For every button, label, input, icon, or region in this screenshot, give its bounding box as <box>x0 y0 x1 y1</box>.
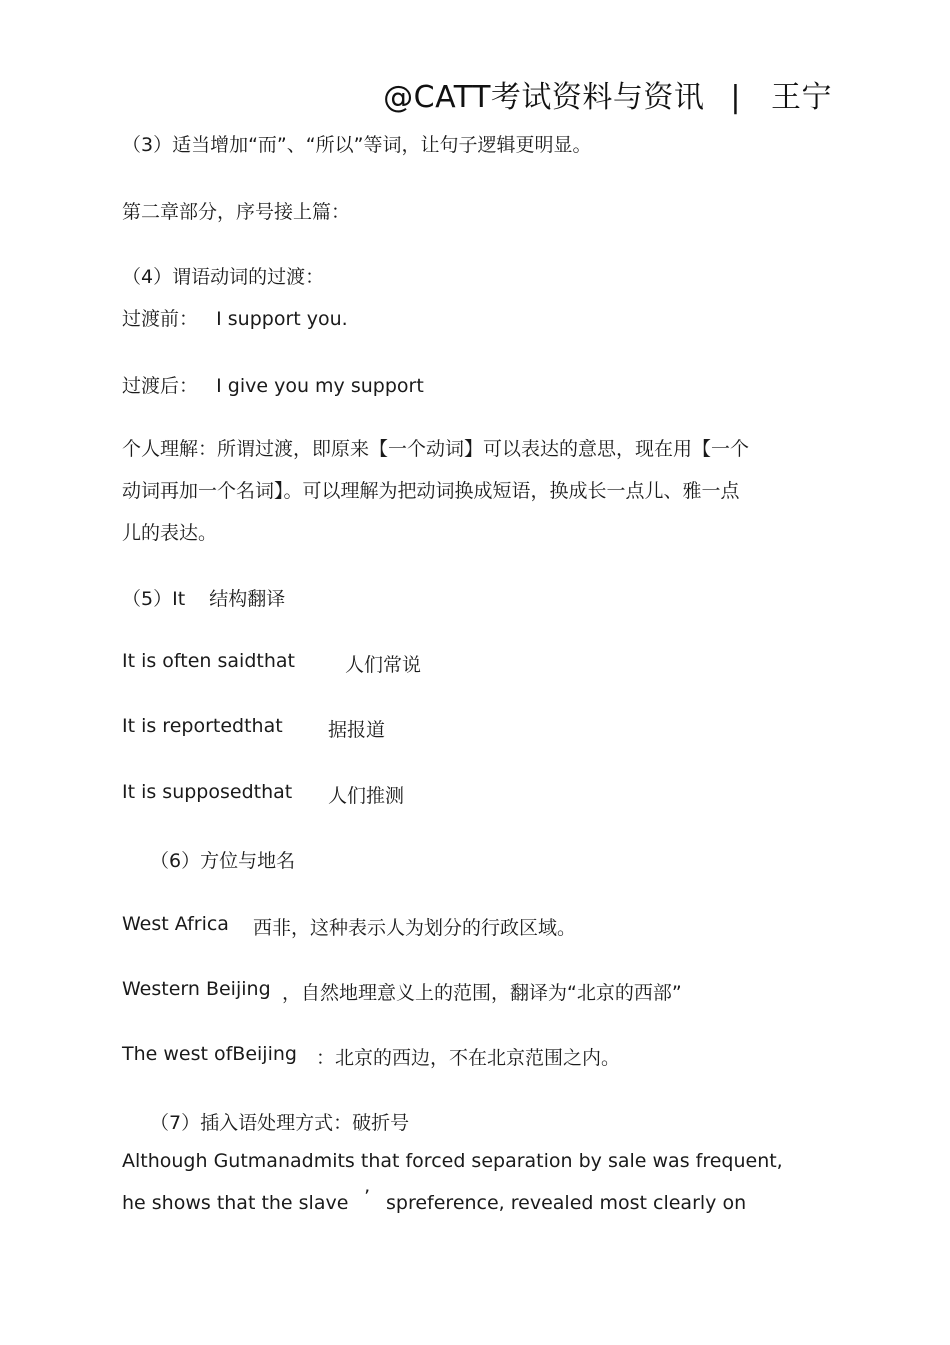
example-sentence-line-2a: he shows that the slave <box>122 1192 349 1214</box>
understanding-line-3: 儿的表达。 <box>122 522 218 544</box>
example-sentence-line-2b: spreference, revealed most clearly on <box>386 1192 747 1214</box>
it-supposed-chinese: 人们推测 <box>328 785 405 807</box>
point-5-heading: （5）It 结构翻译 <box>122 588 286 610</box>
it-reported-english: It is reportedthat <box>122 715 283 737</box>
understanding-line-1: 个人理解：所谓过渡，即原来【一个动词】可以表达的意思，现在用【一个 <box>122 438 750 460</box>
after-example: 过渡后： I give you my support <box>122 375 424 397</box>
point-4-heading: （4）谓语动词的过渡： <box>122 266 325 288</box>
west-africa-english: West Africa <box>122 913 229 935</box>
before-example: 过渡前： I support you. <box>122 308 348 330</box>
page-header <box>383 72 832 116</box>
point-6-heading: （6）方位与地名 <box>150 850 296 872</box>
understanding-line-2: 动词再加一个名词】。可以理解为把动词换成短语，换成长一点儿、雅一点 <box>122 480 740 502</box>
west-of-beijing-chinese: ：北京的西边，不在北京范围之内。 <box>316 1047 621 1069</box>
header-author: 王宁 <box>771 80 832 115</box>
chapter-2-note: 第二章部分，序号接上篇： <box>122 201 351 223</box>
western-beijing-chinese: ，自然地理意义上的范围，翻译为“北京的西部” <box>282 982 682 1004</box>
west-africa-chinese: 西非，这种表示人为划分的行政区域。 <box>253 917 577 939</box>
header-title: @CATT考试资料与资讯 <box>383 80 705 115</box>
western-beijing-english: Western Beijing <box>122 978 271 1000</box>
it-said-chinese: 人们常说 <box>345 654 422 676</box>
header-separator: | <box>730 80 741 115</box>
example-sentence-line-1: Although Gutmanadmits that forced separation by sale was frequent, <box>122 1150 783 1172</box>
it-reported-chinese: 据报道 <box>328 719 386 741</box>
point-7-heading: （7）插入语处理方式：破折号 <box>150 1112 410 1134</box>
it-said-english: It is often saidthat <box>122 650 295 672</box>
point-3-text: （3）适当增加“而”、“所以”等词，让句子逻辑更明显。 <box>122 134 592 156</box>
west-of-beijing-english: The west ofBeijing <box>122 1043 297 1065</box>
it-supposed-english: It is supposedthat <box>122 781 293 803</box>
apostrophe-mark: ’ <box>364 1186 371 1208</box>
